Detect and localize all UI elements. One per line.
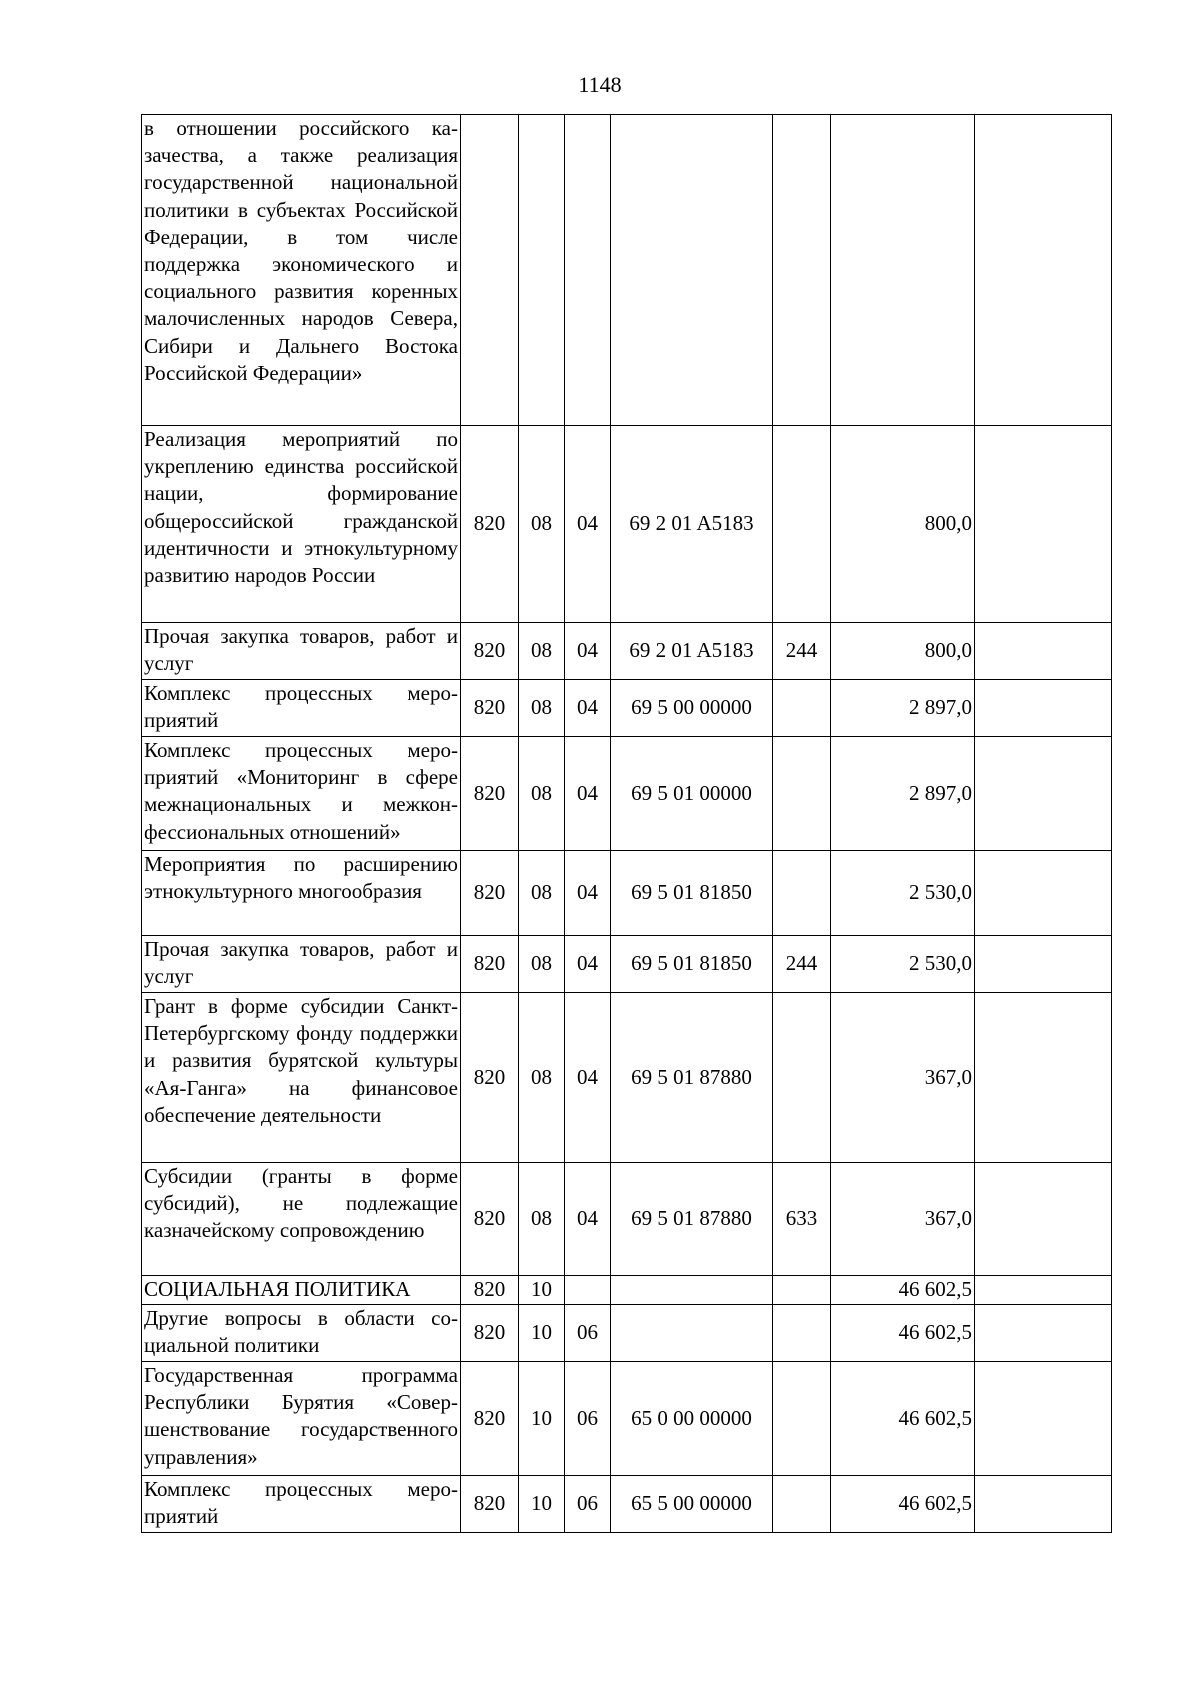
row-name-cell: Мероприятия по расширению этнокультурного многообразия — [142, 851, 461, 936]
empty-cell — [975, 1163, 1112, 1276]
empty-cell — [975, 680, 1112, 737]
ministry-cell: 820 — [461, 851, 519, 936]
expense-type-cell — [773, 680, 831, 737]
row-name-cell: Государственная программа Республики Бурятия «Совершенствование государственного управления» — [142, 1362, 461, 1476]
amount-cell: 2 530,0 — [831, 936, 975, 993]
subsection-cell: 06 — [565, 1305, 611, 1362]
target-article-cell: 69 2 01 A5183 — [611, 426, 773, 623]
ministry-cell: 820 — [461, 426, 519, 623]
amount-cell: 2 897,0 — [831, 680, 975, 737]
row-name-cell: Грант в форме субсидии Санкт-Петербургскому фонду поддержки и развития бурятской культуры «Ая-Ганга» на финансовое обеспечение деятельности — [142, 993, 461, 1163]
ministry-cell: 820 — [461, 936, 519, 993]
expense-type-cell — [773, 115, 831, 426]
empty-cell — [975, 1362, 1112, 1476]
amount-cell: 367,0 — [831, 993, 975, 1163]
target-article-cell: 69 2 01 A5183 — [611, 623, 773, 680]
row-name-cell: Прочая закупка товаров, работ и услуг — [142, 936, 461, 993]
ministry-cell: 820 — [461, 737, 519, 851]
amount-cell: 46 602,5 — [831, 1476, 975, 1533]
subsection-cell: 04 — [565, 426, 611, 623]
empty-cell — [975, 115, 1112, 426]
table-row — [142, 737, 1112, 851]
table-row — [142, 1362, 1112, 1476]
empty-cell — [975, 623, 1112, 680]
table-row — [142, 1276, 1112, 1305]
section-cell: 08 — [519, 936, 565, 993]
expense-type-cell — [773, 1276, 831, 1305]
subsection-cell: 04 — [565, 1163, 611, 1276]
amount-cell: 800,0 — [831, 623, 975, 680]
ministry-cell: 820 — [461, 993, 519, 1163]
section-cell: 08 — [519, 851, 565, 936]
subsection-cell: 04 — [565, 680, 611, 737]
expense-type-cell: 244 — [773, 936, 831, 993]
section-cell: 08 — [519, 623, 565, 680]
section-cell: 08 — [519, 1163, 565, 1276]
empty-cell — [975, 426, 1112, 623]
table-row — [142, 851, 1112, 936]
empty-cell — [975, 936, 1112, 993]
empty-cell — [975, 851, 1112, 936]
amount-cell: 2 897,0 — [831, 737, 975, 851]
target-article-cell: 69 5 01 00000 — [611, 737, 773, 851]
ministry-cell — [461, 115, 519, 426]
expense-type-cell — [773, 993, 831, 1163]
row-name-cell: Субсидии (гранты в форме субсидий), не подлежащие казначейскому сопровождению — [142, 1163, 461, 1276]
subsection-cell: 06 — [565, 1362, 611, 1476]
target-article-cell — [611, 1305, 773, 1362]
subsection-cell: 04 — [565, 851, 611, 936]
section-cell: 08 — [519, 993, 565, 1163]
target-article-cell — [611, 115, 773, 426]
table-row — [142, 680, 1112, 737]
expense-type-cell: 244 — [773, 623, 831, 680]
table-row — [142, 936, 1112, 993]
target-article-cell: 69 5 00 00000 — [611, 680, 773, 737]
budget-table — [141, 114, 1112, 1533]
row-name-cell: Комплекс процессных мероприятий — [142, 680, 461, 737]
expense-type-cell — [773, 1362, 831, 1476]
row-name-cell: Комплекс процессных мероприятий «Мониторинг в сфере межнациональных и межконфессиональных отношений» — [142, 737, 461, 851]
ministry-cell: 820 — [461, 1362, 519, 1476]
amount-cell: 46 602,5 — [831, 1305, 975, 1362]
subsection-cell: 04 — [565, 623, 611, 680]
table-body — [142, 115, 1112, 1533]
table-row — [142, 1305, 1112, 1362]
expense-type-cell: 633 — [773, 1163, 831, 1276]
page-number: 1148 — [578, 72, 622, 97]
row-name-cell: Другие вопросы в области социальной политики — [142, 1305, 461, 1362]
subsection-cell: 04 — [565, 936, 611, 993]
target-article-cell: 65 0 00 00000 — [611, 1362, 773, 1476]
row-name-cell: Комплекс процессных мероприятий — [142, 1476, 461, 1533]
target-article-cell: 69 5 01 81850 — [611, 936, 773, 993]
table-row — [142, 1476, 1112, 1533]
section-cell: 08 — [519, 680, 565, 737]
section-cell: 10 — [519, 1476, 565, 1533]
expense-type-cell — [773, 1476, 831, 1533]
amount-cell: 367,0 — [831, 1163, 975, 1276]
expense-type-cell — [773, 737, 831, 851]
expense-type-cell — [773, 851, 831, 936]
empty-cell — [975, 737, 1112, 851]
subsection-cell: 06 — [565, 1476, 611, 1533]
ministry-cell: 820 — [461, 1476, 519, 1533]
target-article-cell: 69 5 01 87880 — [611, 1163, 773, 1276]
target-article-cell — [611, 1276, 773, 1305]
ministry-cell: 820 — [461, 623, 519, 680]
ministry-cell: 820 — [461, 680, 519, 737]
table-row — [142, 993, 1112, 1163]
table-row — [142, 623, 1112, 680]
empty-cell — [975, 1305, 1112, 1362]
table-row — [142, 1163, 1112, 1276]
subsection-cell: 04 — [565, 993, 611, 1163]
section-cell: 10 — [519, 1362, 565, 1476]
row-name-cell: СОЦИАЛЬНАЯ ПОЛИТИКА — [142, 1276, 461, 1305]
ministry-cell: 820 — [461, 1276, 519, 1305]
section-cell — [519, 115, 565, 426]
table-row — [142, 426, 1112, 623]
empty-cell — [975, 1476, 1112, 1533]
expense-type-cell — [773, 1305, 831, 1362]
subsection-cell — [565, 1276, 611, 1305]
row-name-cell: Реализация мероприятий по укреплению единства российской нации, формирование общероссийской гражданской идентичности и этнокультурному развитию народов России — [142, 426, 461, 623]
row-name-cell: в отношении российского казачества, а также реализация государственной национальной политики в субъектах Российской Федерации, в том числе поддержка экономического и социального развития коренных малочисленных народов Севера, Сибири и Дальнего Востока Российской Федерации» — [142, 115, 461, 426]
target-article-cell: 65 5 00 00000 — [611, 1476, 773, 1533]
section-cell: 08 — [519, 737, 565, 851]
empty-cell — [975, 1276, 1112, 1305]
amount-cell: 46 602,5 — [831, 1362, 975, 1476]
amount-cell — [831, 115, 975, 426]
ministry-cell: 820 — [461, 1163, 519, 1276]
amount-cell: 2 530,0 — [831, 851, 975, 936]
target-article-cell: 69 5 01 81850 — [611, 851, 773, 936]
subsection-cell — [565, 115, 611, 426]
section-cell: 08 — [519, 426, 565, 623]
empty-cell — [975, 993, 1112, 1163]
expense-type-cell — [773, 426, 831, 623]
section-cell: 10 — [519, 1305, 565, 1362]
row-name-cell: Прочая закупка товаров, работ и услуг — [142, 623, 461, 680]
target-article-cell: 69 5 01 87880 — [611, 993, 773, 1163]
amount-cell: 800,0 — [831, 426, 975, 623]
table-row — [142, 115, 1112, 426]
ministry-cell: 820 — [461, 1305, 519, 1362]
amount-cell: 46 602,5 — [831, 1276, 975, 1305]
section-cell: 10 — [519, 1276, 565, 1305]
subsection-cell: 04 — [565, 737, 611, 851]
